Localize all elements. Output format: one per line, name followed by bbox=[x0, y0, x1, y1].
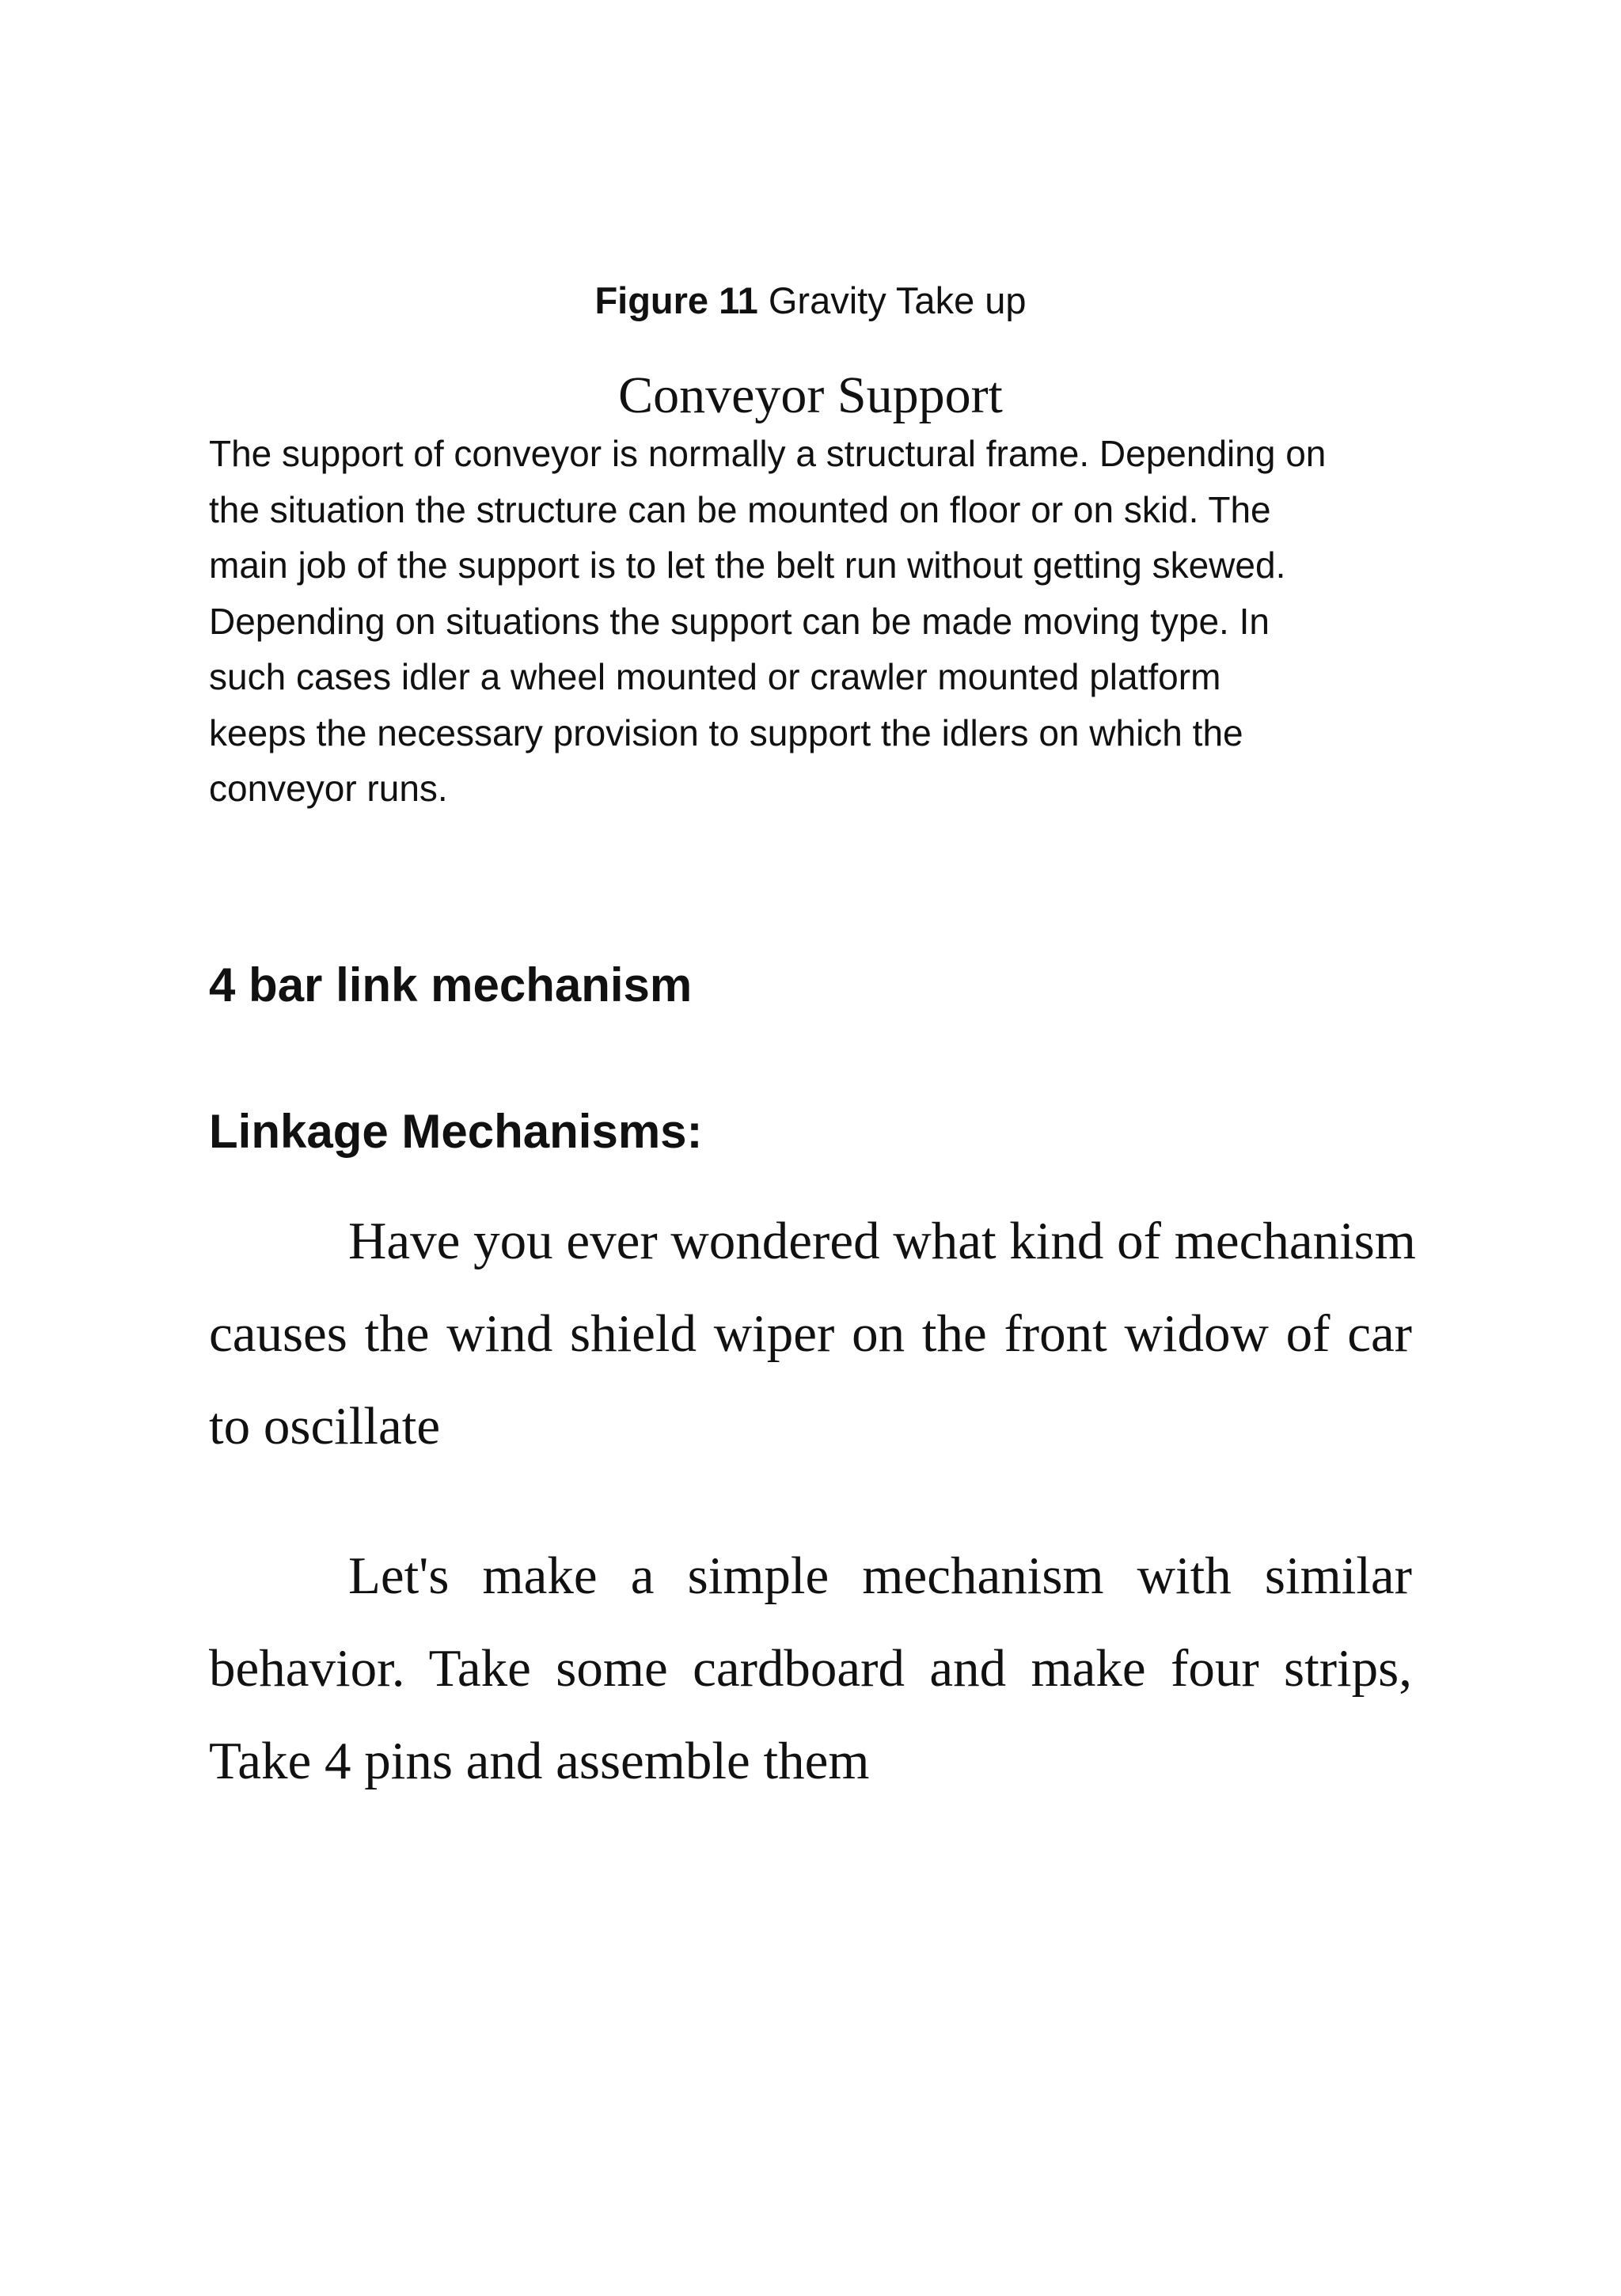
support-paragraph-line: main job of the support is to let the belt run without getting skewed. bbox=[209, 545, 1286, 586]
wiper-paragraph-line: Have you ever wondered what kind of mechanism bbox=[348, 1212, 1416, 1270]
figure-caption bbox=[0, 277, 1621, 324]
support-paragraph-line: keeps the necessary provision to support the idlers on which the bbox=[209, 712, 1243, 753]
wiper-paragraph-line: to oscillate bbox=[209, 1397, 441, 1455]
wiper-paragraph bbox=[209, 1195, 1416, 1473]
make-mechanism-paragraph bbox=[209, 1530, 1412, 1808]
make-mechanism-paragraph-line: Take 4 pins and assemble them bbox=[209, 1732, 870, 1790]
heading-linkage-mechanisms: Linkage Mechanisms: bbox=[209, 1105, 703, 1158]
support-paragraph-line: Depending on situations the support can be made moving type. In bbox=[209, 600, 1270, 642]
make-mechanism-paragraph-line: Let's make a simple mechanism with similar bbox=[348, 1546, 1412, 1605]
support-paragraph-line: The support of conveyor is normally a structural frame. Depending on bbox=[209, 433, 1327, 474]
support-paragraph-line: conveyor runs. bbox=[209, 768, 448, 809]
figure-caption-text: Gravity Take up bbox=[757, 279, 1027, 321]
make-mechanism-paragraph-line: behavior. Take some cardboard and make four strips, bbox=[209, 1639, 1412, 1698]
figure-caption-label: Figure 11 bbox=[594, 279, 758, 321]
support-paragraph-line: the situation the structure can be mounted on floor or on skid. The bbox=[209, 488, 1271, 530]
support-paragraph bbox=[209, 426, 1412, 817]
heading-4-bar-link-mechanism: 4 bar link mechanism bbox=[209, 958, 693, 1011]
section-title: Conveyor Support bbox=[618, 366, 1003, 424]
support-paragraph-line: such cases idler a wheel mounted or crawler mounted platform bbox=[209, 656, 1221, 697]
wiper-paragraph-line: causes the wind shield wiper on the front widow of car bbox=[209, 1304, 1412, 1363]
